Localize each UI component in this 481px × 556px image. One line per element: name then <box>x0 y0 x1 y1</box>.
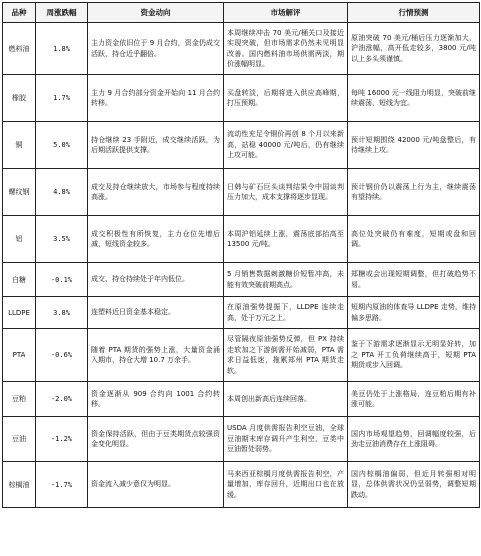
fund-cell: 成交积极性有所恢复，主力仓位先增后减，短线资金较多。 <box>88 216 224 263</box>
forecast-cell: 每吨 16000 元一线阻力明显，突破前继续震荡，短线为宜。 <box>348 75 480 122</box>
variety-cell: LLDPE <box>3 297 36 329</box>
header-market-review: 市场解评 <box>224 3 348 23</box>
variety-cell: 橡胶 <box>3 75 36 122</box>
forecast-cell: 短期内原油的体查导 LLDPE 走势，维持偏多思路。 <box>348 297 480 329</box>
variety-cell: 豆粕 <box>3 382 36 417</box>
forecast-cell: 高位处突破仍有难度，短期或盘和回调。 <box>348 216 480 263</box>
market-cell: USDA 月度供需报告利空豆油，全球豆油期末库存调升产生利空，豆类中豆油暂处弱势。 <box>224 417 348 462</box>
variety-cell: 棕榈油 <box>3 462 36 508</box>
change-cell: -1.7% <box>36 462 88 508</box>
variety-cell: 豆油 <box>3 417 36 462</box>
market-cell: 尽管隔夜原油强势反弹，但 PX 持续走软加之下游倒需开始减弱，PTA 需求日益低迷，拖累郑州 PTA 期货走软。 <box>224 329 348 382</box>
table-row <box>3 462 480 508</box>
table-row <box>3 329 480 382</box>
header-weekly-change: 周涨跌幅 <box>36 3 88 23</box>
forecast-cell: 原油突破 70 美元/桶后压力逐渐加大，沪油涨幅，高开低走较多，3800 元/吨以上多头须谨慎。 <box>348 23 480 75</box>
change-cell: 3.5% <box>36 216 88 263</box>
header-variety: 品种 <box>3 3 36 23</box>
fund-cell: 成交及持仓继续放大，市场参与程度持续高涨。 <box>88 169 224 216</box>
fund-cell: 连塑料近日资金基本稳定。 <box>88 297 224 329</box>
variety-cell: 铜 <box>3 122 36 169</box>
market-cell: 马来西亚棕榈月度供需报告利空，产量增加，库存回升，近期出口也在放缓。 <box>224 462 348 508</box>
change-cell: 5.0% <box>36 122 88 169</box>
change-cell: -1.2% <box>36 417 88 462</box>
fund-cell: 资金保持活跃，但由于豆类期货点较强资金变化明显。 <box>88 417 224 462</box>
forecast-cell: 预计钢价仍以震荡上行为主，继续震荡有望持续。 <box>348 169 480 216</box>
table-row <box>3 382 480 417</box>
market-cell: 本周创出新高后连续回落。 <box>224 382 348 417</box>
table-row <box>3 75 480 122</box>
variety-cell: 燃料油 <box>3 23 36 75</box>
fund-cell: 持仓继续 23 手附近，成交继续活跃，为后期活跃提供支撑。 <box>88 122 224 169</box>
fund-cell: 随着 PTA 期货的强势上涨，大量资金涌入期市，持仓大增 10.7 万余手。 <box>88 329 224 382</box>
variety-cell: 白糖 <box>3 263 36 297</box>
header-row <box>3 3 480 23</box>
change-cell: -0.6% <box>36 329 88 382</box>
header-fund-flow: 资金动向 <box>88 3 224 23</box>
fund-cell: 资金逐渐从 909 合约向 1001 合约转移。 <box>88 382 224 417</box>
table-row <box>3 169 480 216</box>
forecast-cell: 国内棕榈油偏弱，但近月转强相对明显，总体供需状况仍呈弱势，调整短期跌动。 <box>348 462 480 508</box>
fund-cell: 主力资金依旧位于 9 月合约，资金仍成交活跃，持仓近乎翻倍。 <box>88 23 224 75</box>
change-cell: 1.7% <box>36 75 88 122</box>
table-row <box>3 23 480 75</box>
market-cell: 本周继续冲击 70 美元/桶关口及接近实现突破，但市场需求仍然未见明显改善。国内燃料油市场供需两淡，期价涨幅明显。 <box>224 23 348 75</box>
forecast-cell: 郑糖或会出现短期调整，但打破趋势不易。 <box>348 263 480 297</box>
table-row <box>3 297 480 329</box>
market-report-table <box>2 2 480 508</box>
change-cell: 1.8% <box>36 23 88 75</box>
market-cell: 流动性充足令铜价再创 8 个月以来新高，站稳 40000 元/吨后，仍有继续上攻可能。 <box>224 122 348 169</box>
change-cell: -2.0% <box>36 382 88 417</box>
variety-cell: 螺纹钢 <box>3 169 36 216</box>
market-cell: 本周沪铝延续上涨，震荡底部抬高至 13500 元/吨。 <box>224 216 348 263</box>
table-row <box>3 263 480 297</box>
variety-cell: PTA <box>3 329 36 382</box>
market-cell: 买盘转淡，后期将进入供应高峰期，打压预期。 <box>224 75 348 122</box>
forecast-cell: 鉴于下游需求逐渐显示无明显好转，加之 PTA 开工负荷继续高于，短期 PTA 期货或步入回调。 <box>348 329 480 382</box>
market-report-table-wrapper <box>2 2 479 508</box>
market-cell: 在原油强势提振下，LLDPE 连续走高，处于万元之上。 <box>224 297 348 329</box>
table-row <box>3 216 480 263</box>
forecast-cell: 美豆仍处于上涨格局，连豆粕后期有补涨可能。 <box>348 382 480 417</box>
fund-cell: 成交、持仓持续处于年内低位。 <box>88 263 224 297</box>
forecast-cell: 预计短期围绕 42000 元/吨盘整后，有待继续上攻。 <box>348 122 480 169</box>
table-row <box>3 417 480 462</box>
market-cell: 5 月销售数据刺激糖价短暂冲高，未能有效突破前期高点。 <box>224 263 348 297</box>
forecast-cell: 国内市场观望趋势，回调幅度较强，后劲走豆油消费存在上涨阻碍。 <box>348 417 480 462</box>
change-cell: -0.1% <box>36 263 88 297</box>
variety-cell: 铝 <box>3 216 36 263</box>
change-cell: 3.8% <box>36 297 88 329</box>
table-row <box>3 122 480 169</box>
fund-cell: 资金流入减少意仅为明显。 <box>88 462 224 508</box>
header-forecast: 行情预测 <box>348 3 480 23</box>
change-cell: 4.8% <box>36 169 88 216</box>
market-cell: 日韩与矿石巨头谈判结果令中国谈判压力加大，成本支撑将逐步显现。 <box>224 169 348 216</box>
fund-cell: 主力 9 月合约部分资金开始向 11 月合约转移。 <box>88 75 224 122</box>
